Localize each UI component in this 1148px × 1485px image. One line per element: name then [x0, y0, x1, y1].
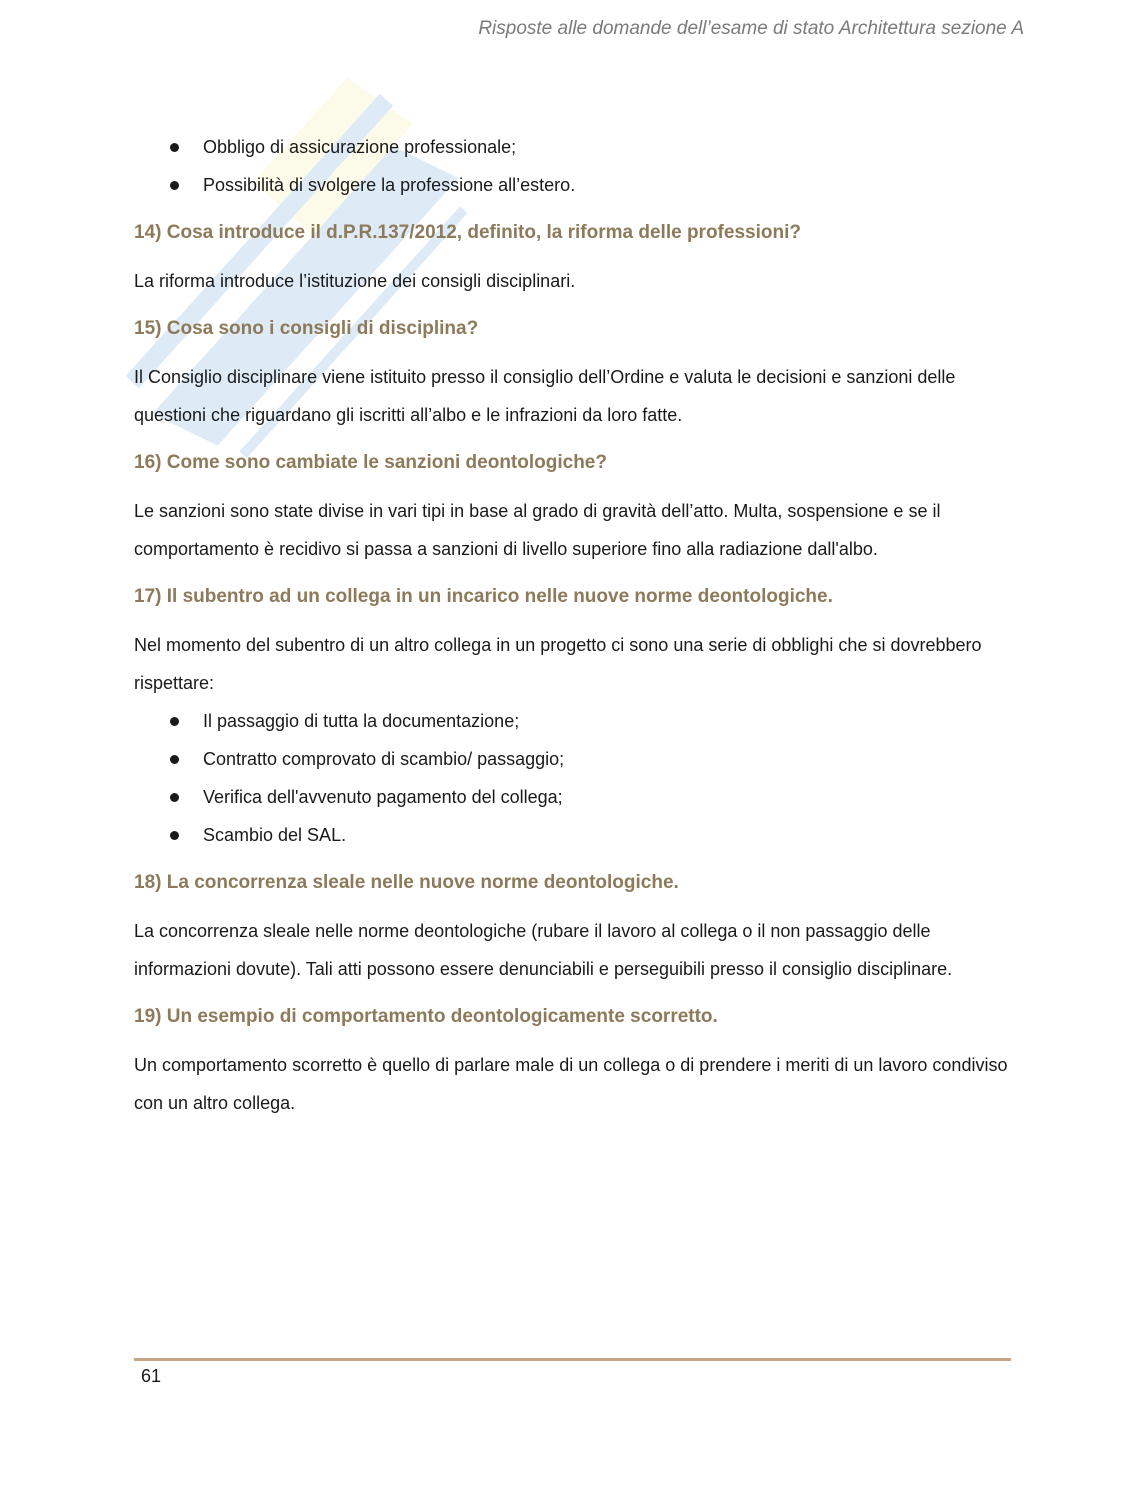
list-item: Possibilità di svolgere la professione all’estero. [134, 166, 1012, 204]
section-text: Le sanzioni sono state divise in vari tipi in base al grado di gravità dell’atto. Multa, sospensione e se il comportamento è recidivo si passa a sanzioni di livello superiore fino alla radiazione dall'albo. [134, 501, 941, 559]
section-heading: 18) La concorrenza sleale nelle nuove norme deontologiche. [134, 872, 679, 893]
section-heading: 14) Cosa introduce il d.P.R.137/2012, definito, la riforma delle professioni? [134, 222, 801, 243]
bullet-icon [170, 143, 179, 152]
page-number: 61 [141, 1366, 162, 1386]
list-item: Obbligo di assicurazione professionale; [134, 128, 1012, 166]
section-heading: 15) Cosa sono i consigli di disciplina? [134, 318, 479, 339]
bullet-icon [170, 831, 179, 840]
section-text: La concorrenza sleale nelle norme deontologiche (rubare il lavoro al collega o il non passaggio delle informazioni dovute). Tali atti possono essere denunciabili e perseguibili presso il consiglio disciplinare. [134, 921, 953, 979]
section-text: Nel momento del subentro di un altro collega in un progetto ci sono una serie di obblighi che si dovrebbero rispettare: [134, 635, 982, 693]
running-header: Risposte alle domande dell’esame di stato Architettura sezione A [478, 18, 1024, 39]
bullet-icon [170, 755, 179, 764]
bullet-icon [170, 793, 179, 802]
list-item: Contratto comprovato di scambio/ passaggio; [134, 740, 1012, 778]
section-text: La riforma introduce l’istituzione dei consigli disciplinari. [134, 271, 576, 291]
list-item: Il passaggio di tutta la documentazione; [134, 702, 1012, 740]
section-heading: 17) Il subentro ad un collega in un incarico nelle nuove norme deontologiche. [134, 586, 833, 607]
list-item: Scambio del SAL. [134, 816, 1012, 854]
section-heading: 16) Come sono cambiate le sanzioni deontologiche? [134, 452, 607, 473]
bullet-icon [170, 717, 179, 726]
footer-divider [134, 1358, 1011, 1361]
page-content [134, 128, 1012, 1132]
section-text: Il Consiglio disciplinare viene istituito presso il consiglio dell’Ordine e valuta le decisioni e sanzioni delle questioni che riguardano gli iscritti all’albo e le infrazioni da loro fatte. [134, 367, 956, 425]
list-item: Verifica dell'avvenuto pagamento del collega; [134, 778, 1012, 816]
bullet-icon [170, 181, 179, 190]
subentro-bullet-list [134, 702, 1012, 854]
section-text: Un comportamento scorretto è quello di parlare male di un collega o di prendere i meriti di un lavoro condiviso con un altro collega. [134, 1055, 1008, 1113]
section-heading: 19) Un esempio di comportamento deontologicamente scorretto. [134, 1006, 718, 1027]
top-bullet-list [134, 128, 1012, 204]
